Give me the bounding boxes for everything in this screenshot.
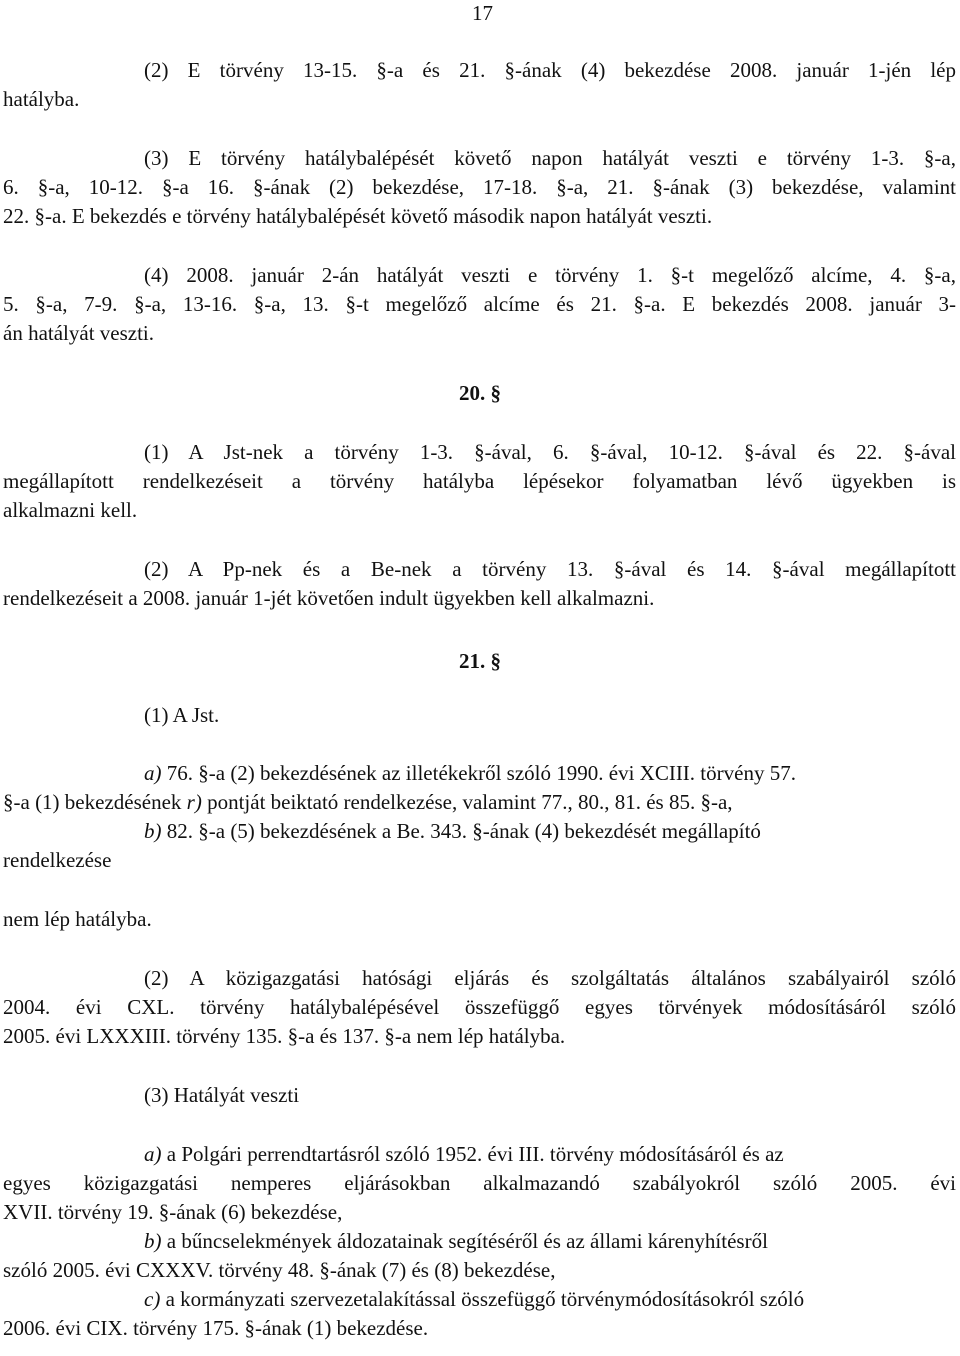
paragraph-20-1-line-2: megállapított rendelkezéseit a törvény hatályba lépésekor folyamatban lévő ügyekben is [3,469,956,493]
point-c-label: c) [144,1287,161,1311]
paragraph-21-3-intro: (3) Hatályát veszti [144,1083,300,1107]
point-b-label-2: b) [144,1229,162,1253]
point-b-label: b) [144,819,162,843]
point-a-label: a) [144,761,162,785]
paragraph-19-3-line-2: 6. §-a, 10-12. §-a 16. §-ának (2) bekezdése, 17-18. §-a, 21. §-ának (3) bekezdése, valamint [3,175,956,199]
paragraph-20-1-line-1: (1) A Jst-nek a törvény 1-3. §-ával, 6. §-ával, 10-12. §-ával és 22. §-ával [144,440,956,464]
paragraph-19-2-line-1: (2) E törvény 13-15. §-a és 21. §-ának (4) bekezdése 2008. január 1-jén lép [144,58,956,82]
point-b-text: 82. §-a (5) bekezdésének a Be. 343. §-ának (4) bekezdését megállapító [161,819,761,843]
paragraph-21-3-b-line-1: b) a bűncselekmények áldozatainak segítéséről és az állami kárenyhítésről [144,1229,768,1253]
paragraph-21-3-c-line-2: 2006. évi CIX. törvény 175. §-ának (1) bekezdése. [3,1316,429,1340]
paragraph-21-3-b-line-2: szóló 2005. évi CXXXV. törvény 48. §-ának (7) és (8) bekezdése, [3,1258,556,1282]
paragraph-21-3-a-line-2: egyes közigazgatási nemperes eljárásokban alkalmazandó szabályokról szóló 2005. évi [3,1171,956,1195]
paragraph-20-1-line-3: alkalmazni kell. [3,498,138,522]
paragraph-19-3-line-1: (3) E törvény hatálybalépését követő napon hatályát veszti e törvény 1-3. §-a, [144,146,956,170]
page-number: 17 [472,1,493,25]
paragraph-21-3-a-line-3: XVII. törvény 19. §-ának (6) bekezdése, [3,1200,343,1224]
paragraph-19-4-line-3: án hatályát veszti. [3,321,155,345]
paragraph-21-2-line-3: 2005. évi LXXXIII. törvény 135. §-a és 137. §-a nem lép hatályba. [3,1024,566,1048]
point-a-text: 76. §-a (2) bekezdésének az illetékekről szóló 1990. évi XCIII. törvény 57. [161,761,796,785]
paragraph-21-1-intro: (1) A Jst. [144,703,220,727]
point-a-label-2: a) [144,1142,162,1166]
paragraph-21-1-b-line-1 [144,818,956,844]
paragraph-19-4-line-1: (4) 2008. január 2-án hatályát veszti e törvény 1. §-t megelőző alcíme, 4. §-a, [144,263,956,287]
paragraph-21-2-line-2: 2004. évi CXL. törvény hatálybalépésével összefüggő egyes törvények módosításáról szóló [3,995,956,1019]
paragraph-19-3-line-3: 22. §-a. E bekezdés e törvény hatálybalépését követő második napon hatályát veszti. [3,204,713,228]
paragraph-20-2-line-1: (2) A Pp-nek és a Be-nek a törvény 13. §-ával és 14. §-ával megállapított [144,557,956,581]
section-heading-21: 21. § [459,649,501,673]
paragraph-21-3-a-line-1: a) a Polgári perrendtartásról szóló 1952. évi III. törvény módosításáról és az [144,1142,784,1166]
paragraph-20-2-line-2: rendelkezéseit a 2008. január 1-jét követően indult ügyekben kell alkalmazni. [3,586,655,610]
paragraph-19-4-line-2: 5. §-a, 7-9. §-a, 13-16. §-a, 13. §-t megelőző alcíme és 21. §-a. E bekezdés 2008. január 3- [3,292,956,316]
paragraph-21-3-c-line-1: c) a kormányzati szervezetalakítással összefüggő törvénymódosításokról szóló [144,1287,805,1311]
paragraph-21-2-line-1: (2) A közigazgatási hatósági eljárás és szolgáltatás általános szabályairól szóló [144,966,956,990]
paragraph-19-2-line-2: hatályba. [3,87,80,111]
paragraph-21-1-closing: nem lép hatályba. [3,907,152,931]
paragraph-21-1-a-line-1 [144,760,956,786]
section-heading-20: 20. § [459,381,501,405]
point-r-label: r) [186,790,202,814]
paragraph-21-1-b-line-2: rendelkezése [3,848,112,872]
paragraph-21-1-a-line-2: §-a (1) bekezdésének r) pontját beiktató rendelkezése, valamint 77., 80., 81. és 85. §-a, [3,790,733,814]
